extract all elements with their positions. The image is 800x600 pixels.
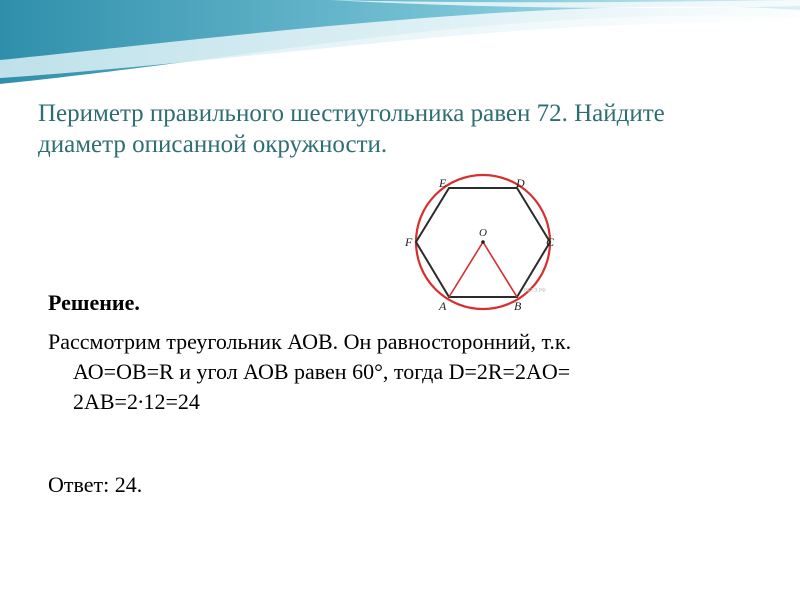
vertex-label-c: C <box>546 235 555 249</box>
title-line-1: Периметр правильного шестиугольника равен 72. Найдите <box>38 100 665 127</box>
vertex-label-f: F <box>405 235 413 249</box>
hexagon-figure <box>398 172 568 318</box>
figure-watermark: РЕТЭ.РФ <box>524 288 546 294</box>
vertex-label-e: E <box>439 176 447 190</box>
vertex-label-d: D <box>516 176 525 190</box>
solution-line-3: 2AB=2∙12=24 <box>73 389 200 414</box>
vertex-label-a: A <box>439 299 447 313</box>
problem-title <box>38 98 778 160</box>
answer-text: Ответ: 24. <box>48 472 143 497</box>
solution-line-2: АО=ОВ=R и угол АОВ равен 60°, тогда D=2R=2AO= <box>73 359 571 384</box>
solution-heading: Решение. <box>48 290 140 315</box>
center-point-o <box>481 240 485 244</box>
solution-text <box>48 327 728 417</box>
triangle-aob <box>449 242 517 297</box>
solution-line-1: Рассмотрим треугольник АОВ. Он равносторонний, т.к. <box>48 329 572 354</box>
center-label-o: O <box>479 227 487 239</box>
vertex-label-b: B <box>514 299 522 313</box>
title-line-2: диаметр описанной окружности. <box>38 131 388 158</box>
header-decoration <box>0 0 800 90</box>
